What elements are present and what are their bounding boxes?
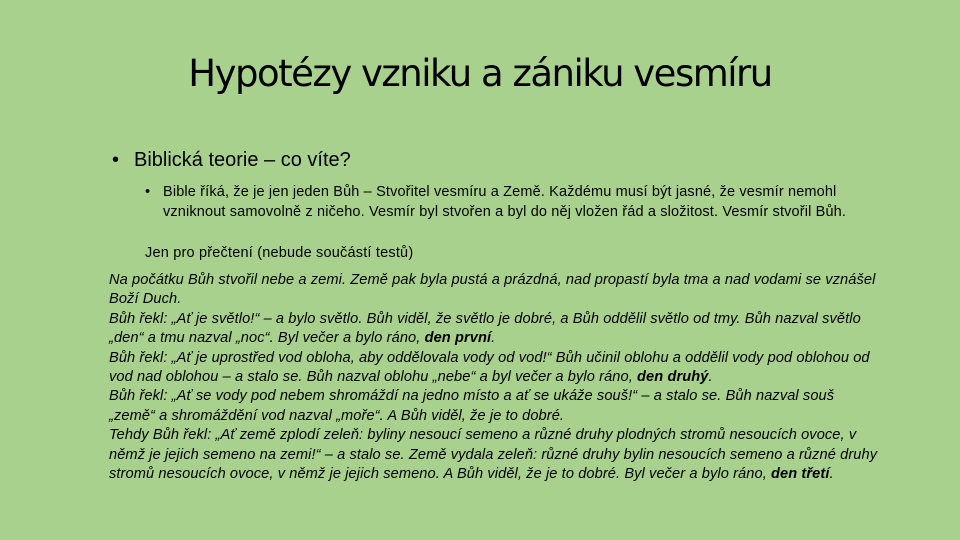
paragraph bbox=[109, 349, 879, 388]
paragraph bbox=[109, 387, 879, 426]
bullet-level2-text: Bible říká, že je jen jeden Bůh – Stvořitel vesmíru a Země. Každému musí být jasné, že vesmír nemohl vzniknout samovolně z ničeho. Vesmír byl stvořen a byl do něj vložen řád a složitost. Vesmír stvořil Bůh. bbox=[163, 184, 847, 220]
bullet-dot-icon: • bbox=[145, 184, 151, 200]
paragraph-text: Bůh řekl: „Ať se vody pod nebem shromáždí na jedno místo a ať se ukáže souš!“ – a stalo se. Bůh nazval souš „země“ a shromáždění vod nazval „moře“. A Bůh viděl, že je to dobré. bbox=[109, 388, 835, 424]
paragraph-end: . bbox=[491, 330, 496, 347]
slide-title: Hypotézy vzniku a zániku vesmíru bbox=[188, 52, 772, 95]
paragraph bbox=[109, 310, 879, 349]
paragraph-bold: den třetí bbox=[771, 466, 830, 483]
bullet-level1 bbox=[112, 147, 912, 173]
paragraph-text: Bůh řekl: „Ať je světlo!“ – a bylo světlo. Bůh viděl, že světlo je dobré, a Bůh oddělil světlo od tmy. Bůh nazval světlo „den“ a tmu nazval „noc“. Byl večer a bylo ráno, bbox=[109, 310, 861, 347]
paragraph-text: Na počátku Bůh stvořil nebe a zemi. Země pak byla pustá a prázdná, nad propastí byla tma a nad vodami se vznášel Boží Duch. bbox=[109, 272, 876, 308]
paragraph-end: . bbox=[829, 466, 834, 483]
paragraph-text: Bůh řekl: „Ať je uprostřed vod obloha, aby oddělovala vody od vod!“ Bůh učinil oblohu a oddělil vody pod oblohou od vod nad oblohou – a stalo se. Bůh nazval oblohu „nebe“ a byl večer a bylo ráno, bbox=[109, 349, 870, 386]
paragraph-end: . bbox=[708, 369, 713, 386]
bullet-level2 bbox=[145, 183, 898, 222]
paragraph-bold: den první bbox=[424, 330, 492, 347]
subheading: Jen pro přečtení (nebude součástí testů) bbox=[145, 245, 414, 261]
paragraph-bold: den druhý bbox=[637, 369, 709, 386]
paragraph-text: Tehdy Bůh řekl: „Ať země zplodí zeleň: byliny nesoucí semeno a různé druhy plodných stromů nesoucích ovoce, v němž je jejich semeno na zemi!“ – a stalo se. Země vydala zeleň: různé druhy bylin nesoucích semeno a různé druhy stromů nesoucích ovoce, v němž je jejich semeno. A Bůh viděl, že je to dobré. Byl večer a bylo ráno, bbox=[109, 427, 878, 483]
bullet-level1-text: Biblická teorie – co víte? bbox=[134, 149, 351, 171]
paragraph bbox=[109, 426, 879, 484]
paragraph bbox=[109, 271, 879, 310]
genesis-text bbox=[109, 271, 879, 484]
bullet-dot-icon: • bbox=[112, 149, 120, 171]
